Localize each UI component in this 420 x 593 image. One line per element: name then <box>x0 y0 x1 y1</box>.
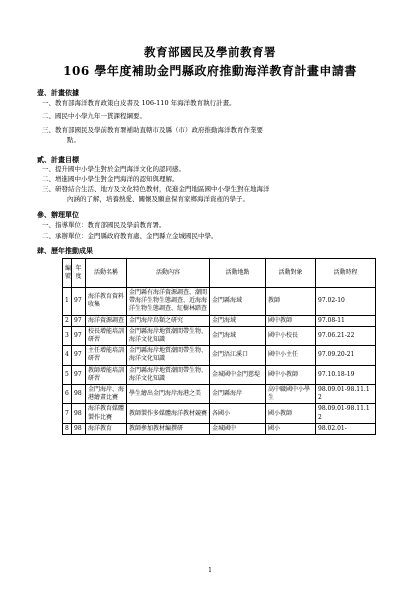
cell-schedule: 97.08-11 <box>316 315 376 326</box>
cell-no: 5 <box>63 365 72 384</box>
goals-item-3 <box>42 185 382 204</box>
cell-year: 98 <box>72 423 86 434</box>
table-row <box>63 288 376 316</box>
cell-audience: 高中職國中小學生 <box>266 385 316 404</box>
cell-activity-name: 海洋教育 <box>86 423 127 434</box>
cell-location: 各國小 <box>210 404 266 423</box>
cell-location: 金門縣海岸 <box>210 385 266 404</box>
cell-year: 97 <box>72 346 86 365</box>
header-year: 年度 <box>72 259 86 288</box>
cell-schedule: 98.09.01-98.11.12 <box>316 404 376 423</box>
cell-activity-content: 教師製作多媒體海洋教材競賽 <box>127 404 210 423</box>
cell-activity-content: 金門海岸鳥類之研究 <box>127 315 210 326</box>
table-row <box>63 315 376 326</box>
cell-activity-name: 海洋教育媒體製作比賽 <box>86 404 127 423</box>
basis-item-3 <box>42 126 382 145</box>
units-item-2: 二、承辦單位：金門縣政府教育處、金門縣立金城國民中學。 <box>42 232 218 240</box>
goals-item-2: 二、增進國中小學生對金門海洋的認知與理解。 <box>42 175 179 183</box>
cell-location: 金門浯江溪口 <box>210 346 266 365</box>
cell-activity-content: 金門縣海岸地質潮間帶生物、海洋文化知識 <box>127 346 210 365</box>
cell-no: 4 <box>63 346 72 365</box>
cell-schedule: 97.02-10 <box>316 288 376 316</box>
cell-location: 金門海域 <box>210 315 266 326</box>
cell-audience: 國小 <box>266 423 316 434</box>
table-header-row <box>63 259 376 288</box>
table-row <box>63 365 376 384</box>
cell-activity-content: 學生繪出金門海岸海港之美 <box>127 385 210 404</box>
section-units-heading: 參、辦理單位 <box>37 210 79 219</box>
section-basis-heading: 壹、計畫依據 <box>37 88 79 97</box>
table-row <box>63 346 376 365</box>
cell-schedule: 97.09.20-21 <box>316 346 376 365</box>
cell-schedule: 98.09.01-98.11.12 <box>316 385 376 404</box>
basis-item-2: 二、國民中小學九年一貫課程綱要。 <box>42 112 146 120</box>
cell-location: 金門縣海域 <box>210 288 266 316</box>
header-no: 編號 <box>63 259 72 288</box>
table-row <box>63 404 376 423</box>
cell-activity-name: 主任增能培訓研習 <box>86 346 127 365</box>
cell-schedule: 98.02.01- <box>316 423 376 434</box>
section-results-heading: 肆、歷年推動成果 <box>37 246 93 255</box>
cell-audience: 國小教師 <box>266 404 316 423</box>
cell-audience: 國中小校長 <box>266 326 316 345</box>
header-schedule: 活動時程 <box>316 259 376 288</box>
cell-schedule: 97.10.18-19 <box>316 365 376 384</box>
basis-item-3-cont: 點。 <box>67 135 80 144</box>
units-item-1: 一、指導單位：教育部國民及學前教育署。 <box>42 221 166 229</box>
header-activity-content: 活動內容 <box>127 259 210 288</box>
header-activity-name: 活動名稱 <box>86 259 127 288</box>
cell-activity-name: 金門海岸、海港繪畫比賽 <box>86 385 127 404</box>
goals-item-3-text: 三、研發結合生活、地方及文化特色教材，促進金門地區國中小學生對在地海洋 <box>42 185 270 193</box>
cell-no: 8 <box>63 423 72 434</box>
title-line1: 教育部國民及學前教育署 <box>144 45 276 59</box>
cell-audience: 國中教師 <box>266 315 316 326</box>
cell-activity-content: 教師參加教材編撰研 <box>127 423 210 434</box>
cell-activity-content: 金門縣海岸地質潮間帶生物、海洋文化知識 <box>127 365 210 384</box>
cell-no: 3 <box>63 326 72 345</box>
cell-year: 97 <box>72 315 86 326</box>
cell-activity-name: 教師增能培訓研習 <box>86 365 127 384</box>
cell-activity-content: 金門縣有海洋資源調查、潮間帶海洋生物生態調查、近海海洋生物生態調查、紅樹林踏查 <box>127 288 210 316</box>
cell-no: 1 <box>63 288 72 316</box>
cell-location: 金門海域 <box>210 326 266 345</box>
cell-activity-name: 海洋資源調查 <box>86 315 127 326</box>
header-location: 活動地點 <box>210 259 266 288</box>
cell-year: 98 <box>72 385 86 404</box>
table-row <box>63 385 376 404</box>
cell-audience: 國中小主任 <box>266 346 316 365</box>
cell-no: 6 <box>63 385 72 404</box>
cell-activity-content: 金門縣海岸地質潮間帶生物、海洋文化知識 <box>127 326 210 345</box>
table-row <box>63 423 376 434</box>
cell-audience: 國中小教師 <box>266 365 316 384</box>
cell-location: 金城國中金門慈堤 <box>210 365 266 384</box>
basis-item-1: 一、教育部海洋教育政策白皮書及 106-110 年海洋教育執行計畫。 <box>42 99 236 107</box>
cell-year: 97 <box>72 365 86 384</box>
cell-location: 金城國中 <box>210 423 266 434</box>
header-audience: 活動對象 <box>266 259 316 288</box>
title-line2: 106 學年度補助金門縣政府推動海洋教育計畫申請書 <box>63 64 357 78</box>
page-number: 1 <box>208 567 212 574</box>
cell-activity-name: 校長增能培訓研習 <box>86 326 127 345</box>
cell-activity-name: 海洋教育資料收集 <box>86 288 127 316</box>
cell-year: 97 <box>72 288 86 316</box>
cell-schedule: 97.06.21-22 <box>316 326 376 345</box>
cell-year: 97 <box>72 326 86 345</box>
progress-table <box>62 258 376 435</box>
goals-item-3-cont: 內涵的了解，培養熱愛、關懷及願意保育家鄉海洋資產的學子。 <box>67 194 249 203</box>
cell-no: 2 <box>63 315 72 326</box>
cell-no: 7 <box>63 404 72 423</box>
table-row <box>63 326 376 345</box>
basis-item-3-text: 三、教育部國民及學前教育署補助直轄市及縣（市）政府推動海洋教育作業要 <box>42 126 263 134</box>
cell-year: 98 <box>72 404 86 423</box>
goals-item-1: 一、提升國中小學生對於金門海洋文化的認同感。 <box>42 165 185 173</box>
cell-audience: 教師 <box>266 288 316 316</box>
section-goals-heading: 貳、計畫目標 <box>37 155 79 164</box>
